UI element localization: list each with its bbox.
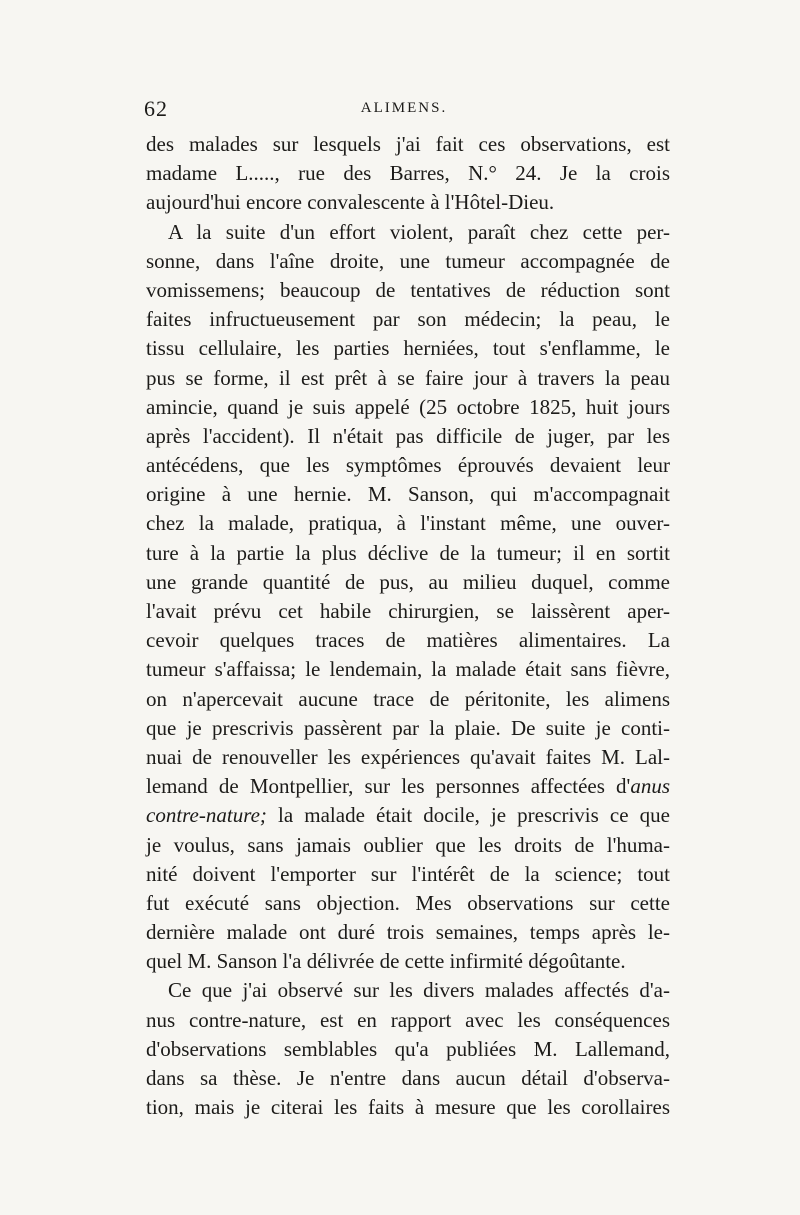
text-segment: que je prescrivis passèrent par la plaie. De suite je conti-	[146, 715, 670, 740]
text-line	[146, 655, 670, 684]
text-line	[146, 539, 670, 568]
text-segment: tion, mais je citerai les faits à mesure que les corollaires	[146, 1095, 670, 1120]
text-segment: on n'apercevait aucune trace de péritonite, les alimens	[146, 686, 670, 711]
text-line	[146, 714, 670, 743]
text-segment: faites infructueusement par son médecin; la peau, le	[146, 307, 670, 332]
text-line	[146, 1035, 670, 1064]
text-segment: lemand de Montpellier, sur les personnes affectées d'	[146, 774, 631, 799]
text-segment: l'avait prévu cet habile chirurgien, se laissèrent aper-	[146, 599, 670, 623]
text-segment: nité doivent l'emporter sur l'intérêt de la science; tout	[146, 861, 670, 886]
text-line	[146, 918, 670, 947]
text-segment: tumeur s'affaissa; le lendemain, la malade était sans fièvre,	[146, 657, 670, 682]
text-line	[146, 334, 670, 363]
italic-text: contre-nature;	[146, 803, 267, 828]
text-line	[146, 305, 670, 334]
text-line	[146, 422, 670, 451]
text-segment: origine à une hernie. M. Sanson, qui m'accompagnait	[146, 482, 670, 507]
page-number: 62	[144, 96, 168, 121]
text-line	[146, 1006, 670, 1035]
text-line	[146, 831, 670, 860]
text-line	[146, 451, 670, 480]
text-segment: antécédens, que les symptômes éprouvés devaient leur	[146, 453, 670, 478]
text-line	[146, 393, 670, 422]
text-segment: ture à la partie la plus déclive de la tumeur; il en sortit	[146, 540, 670, 565]
text-segment: cevoir quelques traces de matières alimentaires. La	[146, 628, 670, 653]
text-segment: madame L....., rue des Barres, N.° 24. Je la crois	[146, 161, 670, 186]
text-segment: une grande quantité de pus, au milieu duquel, comme	[146, 569, 670, 594]
text-segment: amincie, quand je suis appelé (25 octobre 1825, huit jours	[146, 394, 670, 419]
text-line	[146, 772, 670, 801]
body-text	[146, 130, 670, 1122]
text-segment: je voulus, sans jamais oublier que les droits de l'huma-	[146, 832, 670, 857]
text-segment: Ce que j'ai observé sur les divers malades affectés d'a-	[168, 978, 670, 1003]
text-segment: nuai de renouveller les expériences qu'avait faites M. Lal-	[146, 744, 670, 769]
text-line	[146, 159, 670, 188]
running-head: ALIMENS.	[360, 100, 448, 116]
text-segment: nus contre-nature, est en rapport avec les conséquences	[146, 1007, 670, 1032]
text-segment: sonne, dans l'aîne droite, une tumeur accompagnée de	[146, 248, 670, 273]
text-line	[146, 188, 670, 217]
page-header	[140, 96, 668, 126]
text-line	[146, 626, 670, 655]
text-line	[146, 130, 670, 159]
text-line	[146, 743, 670, 772]
text-line	[146, 364, 670, 393]
text-line	[146, 801, 670, 830]
text-line	[146, 1093, 670, 1122]
text-line	[146, 947, 670, 976]
text-line	[146, 889, 670, 918]
text-line	[146, 480, 670, 509]
text-line	[146, 685, 670, 714]
italic-text: anus	[630, 774, 670, 799]
text-segment: dans sa thèse. Je n'entre dans aucun détail d'observa-	[146, 1066, 670, 1090]
text-line	[146, 976, 670, 1005]
text-line	[146, 247, 670, 276]
text-segment: la malade était docile, je prescrivis ce que	[266, 803, 670, 828]
text-segment: des malades sur lesquels j'ai fait ces observations, est	[146, 132, 670, 156]
text-segment: tissu cellulaire, les parties herniées, tout s'enflamme, le	[146, 336, 670, 361]
text-line	[146, 218, 670, 247]
text-segment: d'observations semblables qu'a publiées M. Lallemand,	[146, 1036, 670, 1061]
text-segment: A la suite d'un effort violent, paraît chez cette per-	[168, 219, 670, 244]
text-segment: quel M. Sanson l'a délivrée de cette infirmité dégoûtante.	[146, 949, 626, 974]
text-segment: vomissemens; beaucoup de tentatives de réduction sont	[146, 277, 670, 302]
text-line	[146, 568, 670, 597]
text-segment: aujourd'hui encore convalescente à l'Hôtel-Dieu.	[146, 190, 555, 215]
text-segment: dernière malade ont duré trois semaines, temps après le-	[146, 920, 670, 945]
text-line	[146, 276, 670, 305]
text-segment: après l'accident). Il n'était pas difficile de juger, par les	[146, 423, 670, 448]
text-line	[146, 597, 670, 626]
text-line	[146, 509, 670, 538]
text-line	[146, 860, 670, 889]
text-segment: chez la malade, pratiqua, à l'instant même, une ouver-	[146, 511, 670, 536]
text-segment: fut exécuté sans objection. Mes observations sur cette	[146, 890, 670, 915]
text-line	[146, 1064, 670, 1093]
text-segment: pus se forme, il est prêt à se faire jour à travers la peau	[146, 365, 670, 390]
